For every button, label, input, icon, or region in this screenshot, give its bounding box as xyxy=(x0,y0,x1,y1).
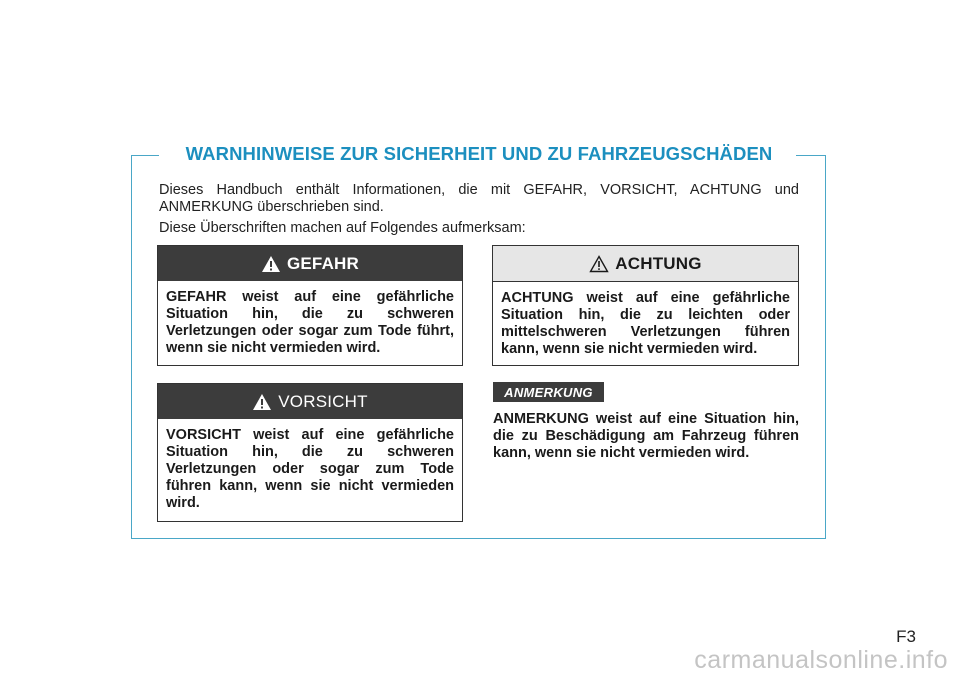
watermark: carmanualsonline.info xyxy=(694,646,948,674)
gefahr-heading: GEFAHR xyxy=(286,253,360,273)
intro-paragraph-2: Diese Überschriften machen auf Folgendes aufmerksam: xyxy=(159,220,526,236)
achtung-header xyxy=(493,246,798,282)
warning-triangle-icon xyxy=(261,255,281,273)
gefahr-text: GEFAHR weist auf eine gefährliche Situation hin, die zu schweren Verletzungen oder sogar zum Tode führt, wenn sie nicht vermieden wird. xyxy=(166,289,454,356)
page-number: F3 xyxy=(896,627,916,646)
gefahr-notice-box xyxy=(157,245,463,366)
vorsicht-heading: VORSICHT xyxy=(278,391,368,411)
gefahr-header xyxy=(158,246,462,281)
warning-triangle-icon xyxy=(252,393,272,411)
achtung-heading: ACHTUNG xyxy=(615,253,702,273)
section-title: WARNHINWEISE ZUR SICHERHEIT UND ZU FAHRZEUGSCHÄDEN xyxy=(185,143,773,164)
anmerkung-text: ANMERKUNG weist auf eine Situation hin, die zu Beschädigung am Fahrzeug führen kann, wenn sie nicht vermieden wird. xyxy=(493,411,799,461)
vorsicht-header xyxy=(158,384,462,419)
anmerkung-badge: ANMERKUNG xyxy=(493,382,604,402)
vorsicht-text: VORSICHT weist auf eine gefährliche Situation hin, die zu schweren Verletzungen oder sogar zum Tode führen kann, wenn sie nicht vermieden wird. xyxy=(166,427,454,511)
intro-paragraph: Dieses Handbuch enthält Informationen, die mit GEFAHR, VORSICHT, ACHTUNG und ANMERKUNG überschrieben sind. xyxy=(159,182,799,215)
warning-triangle-outline-icon xyxy=(589,255,609,273)
achtung-text: ACHTUNG weist auf eine gefährliche Situation hin, die zu leichten oder mittelschweren Verletzungen führen kann, wenn sie nicht vermieden wird. xyxy=(501,290,790,357)
achtung-notice-box xyxy=(492,245,799,366)
vorsicht-notice-box xyxy=(157,383,463,522)
